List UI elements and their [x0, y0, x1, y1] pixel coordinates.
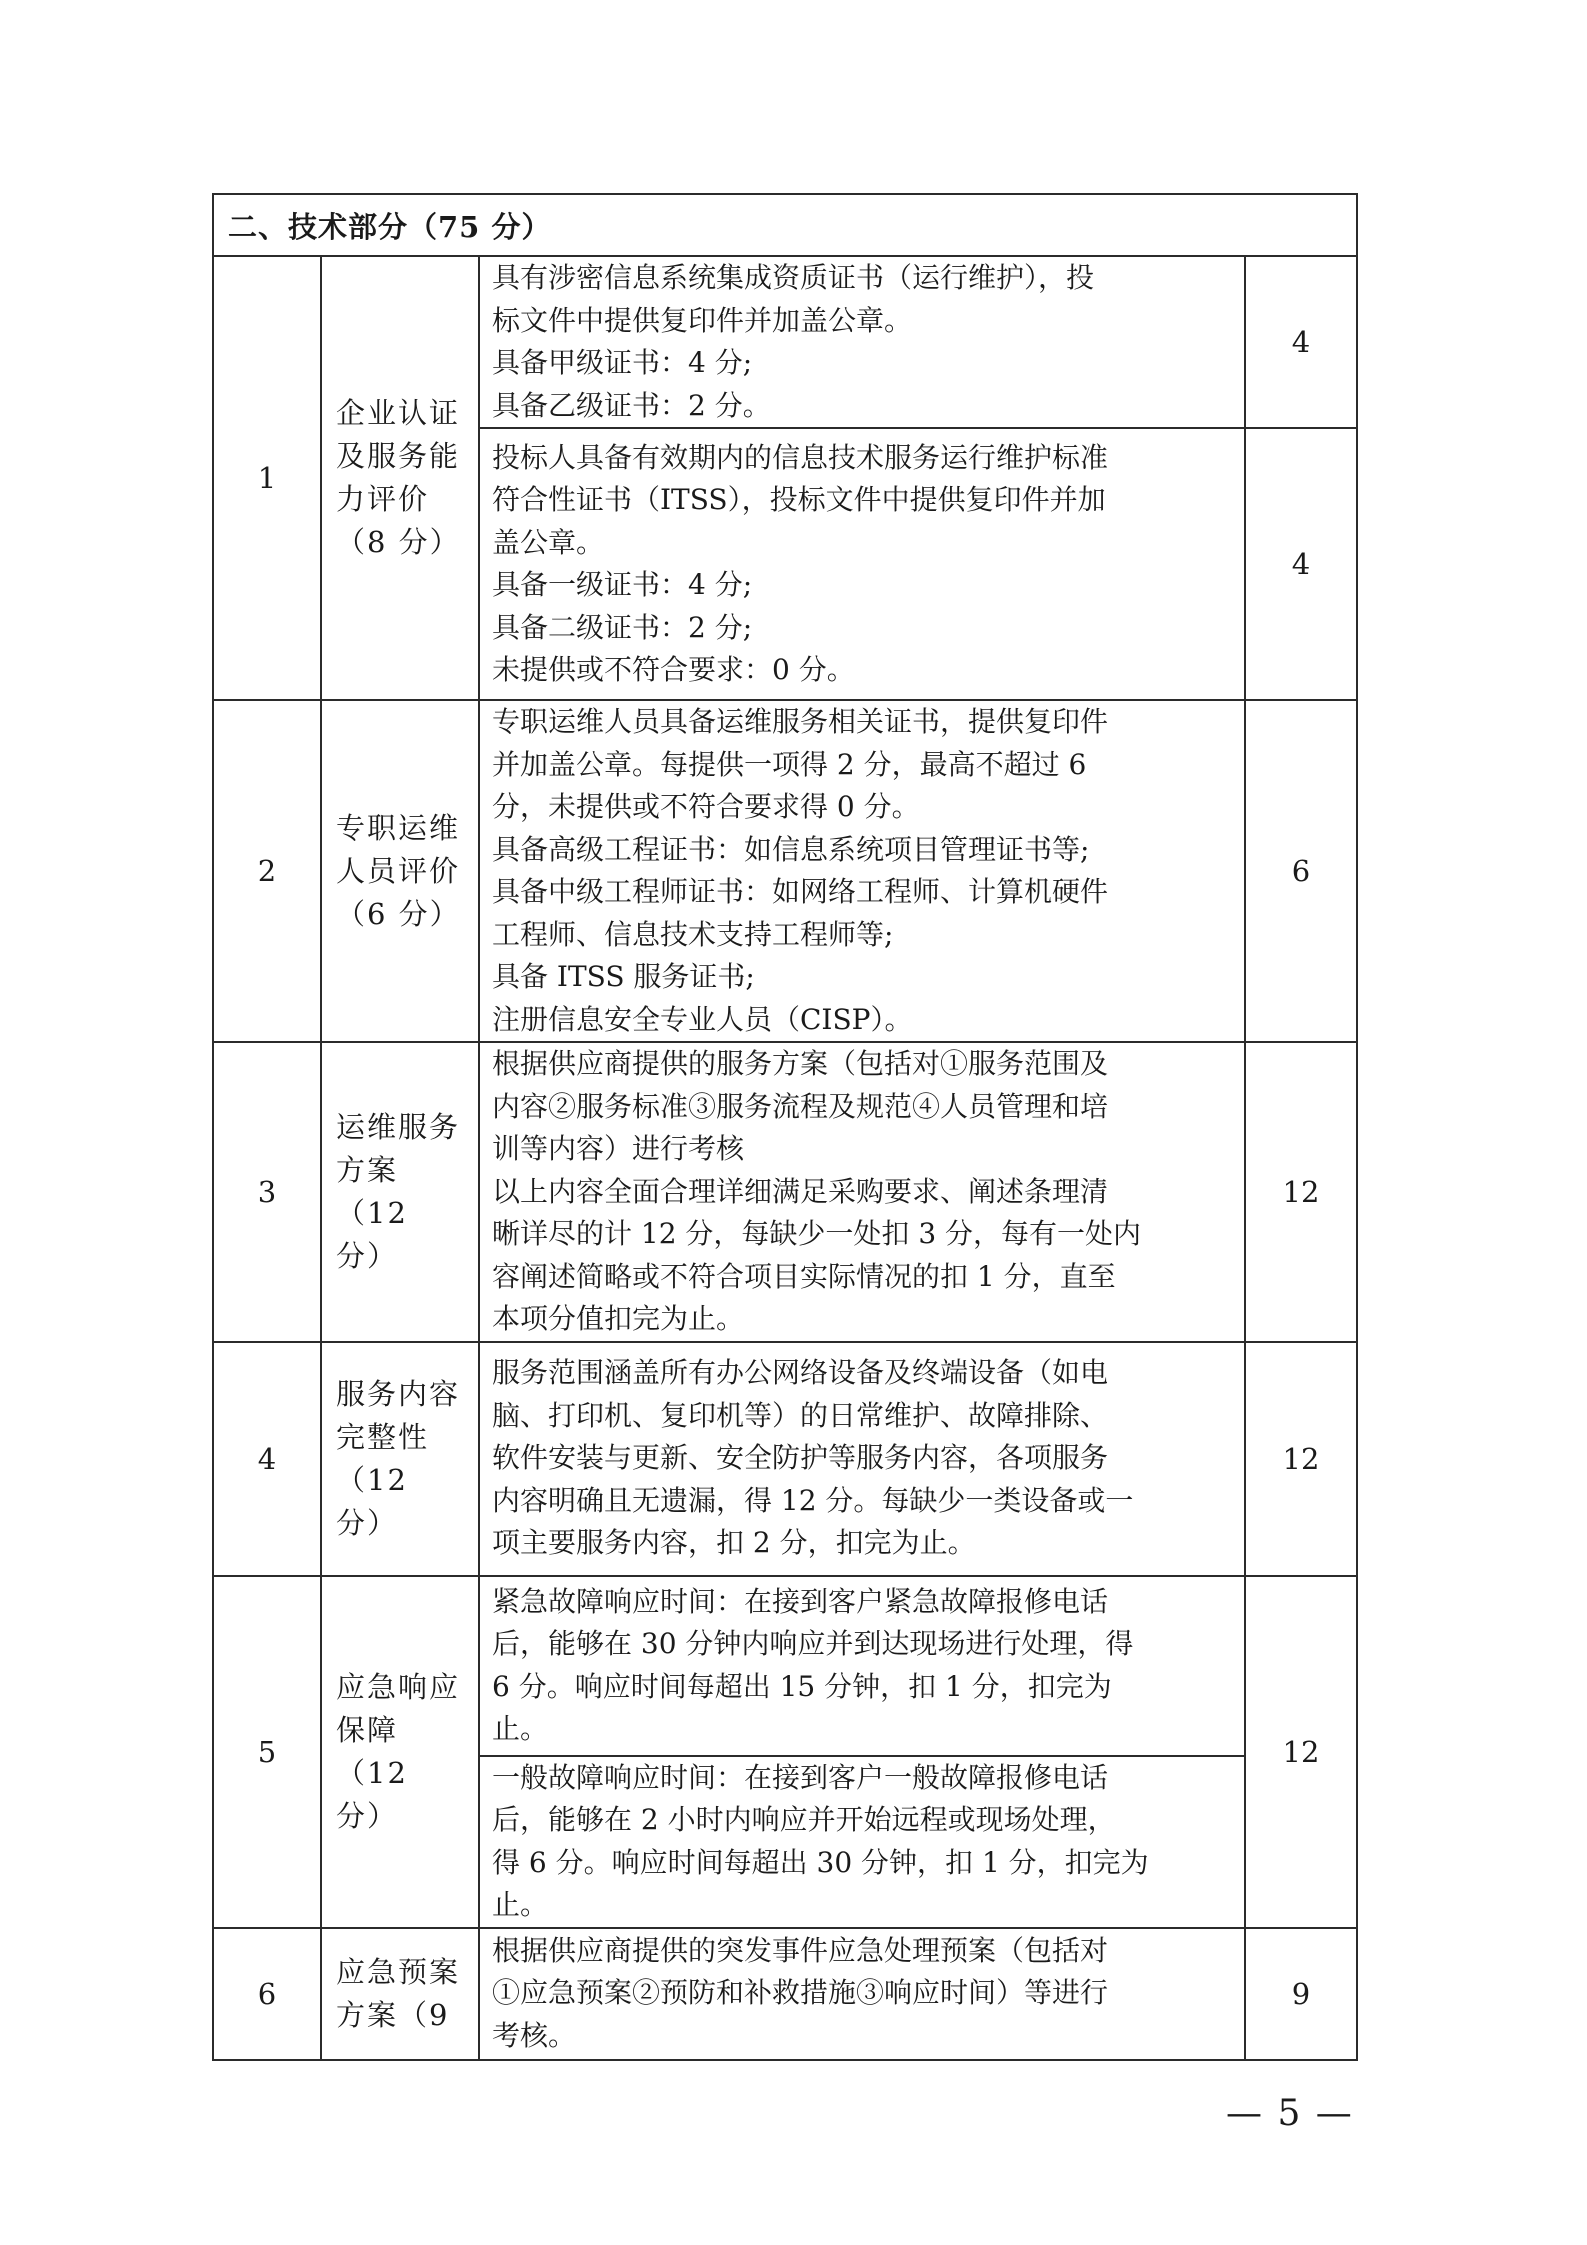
criteria-cell: [479, 256, 1245, 428]
table-row: [213, 1928, 1357, 2060]
criteria-line: 具备 ITSS 服务证书;: [492, 960, 755, 993]
criteria-line: 6 分。响应时间每超出 15 分钟，扣 1 分，扣完为: [492, 1669, 1112, 1703]
points-cell: 12: [1245, 1342, 1357, 1576]
criteria-line: 容阐述简略或不符合项目实际情况的扣 1 分，直至: [492, 1259, 1116, 1293]
item-name-line: 分）: [336, 1238, 399, 1273]
item-name: [321, 700, 479, 1042]
item-name: [321, 1576, 479, 1928]
criteria-line: 注册信息安全专业人员（CISP）。: [492, 1002, 913, 1036]
item-name-line: 完整性: [336, 1419, 430, 1454]
criteria-line: 根据供应商提供的服务方案（包括对①服务范围及: [492, 1047, 1109, 1080]
criteria-line: 具备一级证书：4 分;: [492, 568, 753, 601]
page-number: — 5 —: [1226, 2093, 1354, 2134]
criteria-cell: [479, 1928, 1245, 2060]
item-name-line: 方案（9: [336, 1997, 450, 2032]
item-name-line: 及服务能: [336, 439, 461, 473]
criteria-line: 未提供或不符合要求：0 分。: [492, 653, 855, 686]
table-row: [213, 700, 1357, 1042]
criteria-line: 考核。: [492, 2018, 577, 2052]
criteria-line: 后，能够在 30 分钟内响应并到达现场进行处理，得: [492, 1627, 1134, 1660]
item-name-line: 人员评价: [336, 853, 461, 888]
points-cell: 12: [1245, 1042, 1357, 1342]
criteria-line: 训等内容）进行考核: [492, 1132, 745, 1165]
criteria-cell: [479, 1342, 1245, 1576]
criteria-line: 盖公章。: [492, 525, 605, 559]
criteria-line: 工程师、信息技术支持工程师等;: [492, 917, 894, 951]
item-name-line: 保障（12: [336, 1712, 408, 1790]
criteria-cell: [479, 1576, 1245, 1756]
item-name-line: （8 分）: [336, 525, 461, 559]
row-index: 5: [213, 1576, 321, 1928]
table-row: [213, 1042, 1357, 1342]
item-name: [321, 256, 479, 700]
criteria-line: 具备中级工程师证书：如网络工程师、计算机硬件: [492, 875, 1109, 908]
criteria-line: 具有涉密信息系统集成资质证书（运行维护），投: [492, 261, 1095, 294]
scoring-table: [212, 193, 1358, 2061]
item-name-line: 方案（12: [336, 1152, 408, 1230]
criteria-line: 止。: [492, 1888, 549, 1921]
row-index: 3: [213, 1042, 321, 1342]
table-row: [213, 256, 1357, 428]
criteria-cell: [479, 1042, 1245, 1342]
criteria-line: 脑、打印机、复印机等）的日常维护、故障排除、: [492, 1398, 1109, 1432]
row-index: 1: [213, 256, 321, 700]
criteria-line: 软件安装与更新、安全防护等服务内容，各项服务: [492, 1441, 1109, 1475]
item-name: [321, 1042, 479, 1342]
row-index: 4: [213, 1342, 321, 1576]
points-cell: 12: [1245, 1576, 1357, 1928]
criteria-line: 标文件中提供复印件并加盖公章。: [492, 303, 913, 337]
criteria-line: 具备二级证书：2 分;: [492, 610, 753, 644]
criteria-line: 以上内容全面合理详细满足采购要求、阐述条理清: [492, 1174, 1109, 1208]
item-name-line: 企业认证: [336, 396, 461, 430]
section-title: 二、技术部分（75 分）: [213, 194, 1357, 256]
criteria-line: 内容②服务标准③服务流程及规范④人员管理和培: [492, 1089, 1109, 1123]
criteria-line: 一般故障响应时间：在接到客户一般故障报修电话: [492, 1760, 1109, 1794]
criteria-line: 紧急故障响应时间：在接到客户紧急故障报修电话: [492, 1584, 1109, 1618]
item-name-line: （12: [336, 1462, 408, 1497]
criteria-line: 本项分值扣完为止。: [492, 1302, 745, 1335]
criteria-line: 专职运维人员具备运维服务相关证书，提供复印件: [492, 705, 1109, 738]
criteria-cell: [479, 1756, 1245, 1928]
item-name-line: 分）: [336, 1505, 399, 1540]
points-cell: 4: [1245, 428, 1357, 700]
criteria-line: 具备乙级证书：2 分。: [492, 388, 771, 422]
criteria-line: 止。: [492, 1712, 549, 1745]
criteria-line: 根据供应商提供的突发事件应急处理预案（包括对: [492, 1933, 1109, 1967]
item-name-line: 服务内容: [336, 1376, 461, 1411]
criteria-cell: [479, 700, 1245, 1042]
criteria-line: 后，能够在 2 小时内响应并开始远程或现场处理，: [492, 1803, 1116, 1836]
criteria-line: ①应急预案②预防和补救措施③响应时间）等进行: [492, 1976, 1109, 2010]
item-name-line: 力评价: [336, 482, 430, 516]
item-name-line: 分）: [336, 1798, 399, 1833]
item-name-line: 运维服务: [336, 1109, 461, 1144]
criteria-line: 内容明确且无遗漏，得 12 分。每缺少一类设备或一: [492, 1483, 1134, 1517]
criteria-line: 并加盖公章。每提供一项得 2 分，最高不超过 6: [492, 747, 1087, 781]
points-cell: 9: [1245, 1928, 1357, 2060]
criteria-line: 分，未提供或不符合要求得 0 分。: [492, 790, 920, 823]
criteria-line: 具备甲级证书：4 分;: [492, 346, 753, 379]
item-name: [321, 1928, 479, 2060]
row-index: 2: [213, 700, 321, 1042]
row-index: 6: [213, 1928, 321, 2060]
item-name-line: 专职运维: [336, 810, 461, 845]
criteria-line: 项主要服务内容，扣 2 分，扣完为止。: [492, 1526, 976, 1560]
criteria-cell: [479, 428, 1245, 700]
criteria-line: 得 6 分。响应时间每超出 30 分钟，扣 1 分，扣完为: [492, 1845, 1149, 1879]
item-name-line: 应急预案: [336, 1954, 461, 1989]
criteria-line: 符合性证书（ITSS），投标文件中提供复印件并加: [492, 483, 1106, 516]
item-name-line: 应急响应: [336, 1669, 461, 1704]
points-cell: 6: [1245, 700, 1357, 1042]
criteria-line: 投标人具备有效期内的信息技术服务运行维护标准: [492, 440, 1109, 474]
criteria-line: 服务范围涵盖所有办公网络设备及终端设备（如电: [492, 1356, 1109, 1390]
table-row: [213, 1576, 1357, 1756]
item-name: [321, 1342, 479, 1576]
criteria-line: 具备高级工程证书：如信息系统项目管理证书等;: [492, 832, 1090, 866]
table-row: [213, 1342, 1357, 1576]
points-cell: 4: [1245, 256, 1357, 428]
item-name-line: （6 分）: [336, 896, 461, 931]
criteria-line: 晰详尽的计 12 分，每缺少一处扣 3 分，每有一处内: [492, 1217, 1142, 1250]
